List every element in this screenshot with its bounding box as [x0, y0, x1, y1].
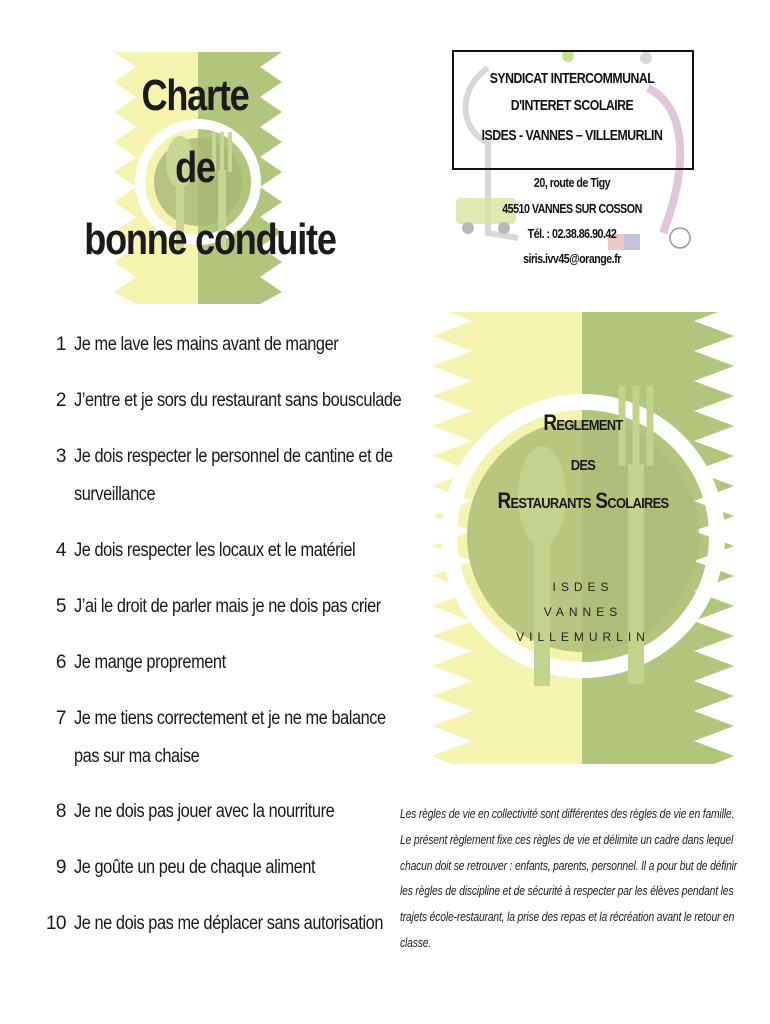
rule-number: 10 — [45, 913, 66, 934]
rule-text: Je goûte un peu de chaque aliment — [74, 857, 316, 878]
intro-line: Le présent règlement fixe ces règles de vie et délimite un cadre dans lequel — [400, 832, 734, 847]
title-line-3: bonne conduite — [84, 215, 336, 264]
charte-title — [84, 60, 336, 276]
intro-paragraph — [400, 802, 744, 957]
reglement-title-line-2: des — [570, 450, 596, 475]
reglement-title-line-1: Reglement — [543, 410, 623, 435]
intro-line: chacun doit se retrouver : enfants, parents, personnel. Il a pour but de définir — [400, 858, 738, 873]
rule-text: Je ne dois pas jouer avec la nourriture — [74, 801, 335, 822]
org-header-line-1: SYNDICAT INTERCOMMUNAL — [489, 70, 655, 87]
org-street: 20, route de Tigy — [533, 175, 611, 190]
reglement-title-line-3: Restaurants Scolaires — [497, 488, 669, 513]
rule-number: 8 — [55, 801, 66, 822]
intro-line: Les règles de vie en collectivité sont différentes des règles de vie en famille. — [400, 807, 735, 821]
city-vannes: VANNES — [543, 605, 623, 619]
rule-text: Je me tiens correctement et je ne me balance — [74, 708, 386, 729]
rule-text: Je ne dois pas me déplacer sans autorisation — [74, 913, 383, 934]
org-email: siris.ivv45@orange.fr — [523, 251, 621, 266]
rule-text: Je me lave les mains avant de manger — [74, 334, 339, 355]
rule-number: 4 — [55, 540, 66, 561]
city-villemurlin: VILLEMURLIN — [516, 630, 650, 644]
rule-number: 9 — [55, 857, 66, 878]
rule-text: Je mange proprement — [74, 652, 226, 673]
rule-text-continued: pas sur ma chaise — [74, 746, 200, 767]
title-line-2: de — [175, 143, 215, 192]
rule-text-continued: surveillance — [74, 484, 156, 505]
title-line-1: Charte — [141, 71, 249, 120]
rule-text: J’ai le droit de parler mais je ne dois pas crier — [74, 596, 381, 617]
rule-number: 5 — [55, 596, 66, 617]
org-phone: Tél. : 02.38.86.90.42 — [527, 226, 617, 241]
rule-number: 1 — [55, 334, 66, 355]
city-isdes: ISDES — [552, 580, 614, 594]
org-city: 45510 VANNES SUR COSSON — [502, 201, 642, 216]
rule-number: 2 — [55, 390, 66, 411]
rule-number: 3 — [55, 446, 66, 467]
rule-number: 6 — [55, 652, 66, 673]
reglement-banner-illustration — [432, 306, 734, 764]
rule-number: 7 — [55, 708, 66, 729]
rule-text: J’entre et je sors du restaurant sans bousculade — [74, 390, 402, 411]
rule-text: Je dois respecter le personnel de cantine et de — [74, 446, 393, 467]
org-header-line-2: D'INTERET SCOLAIRE — [510, 97, 634, 114]
org-header-line-3: ISDES - VANNES – VILLEMURLIN — [481, 127, 663, 144]
intro-line: classe. — [400, 935, 431, 950]
intro-line: trajets école-restaurant, la prise des repas et la récréation avant le retour en — [400, 910, 735, 925]
rule-text: Je dois respecter les locaux et le matériel — [74, 540, 356, 561]
intro-line: les règles de discipline et de sécurité à respecter par les élèves pendant les — [400, 884, 734, 899]
